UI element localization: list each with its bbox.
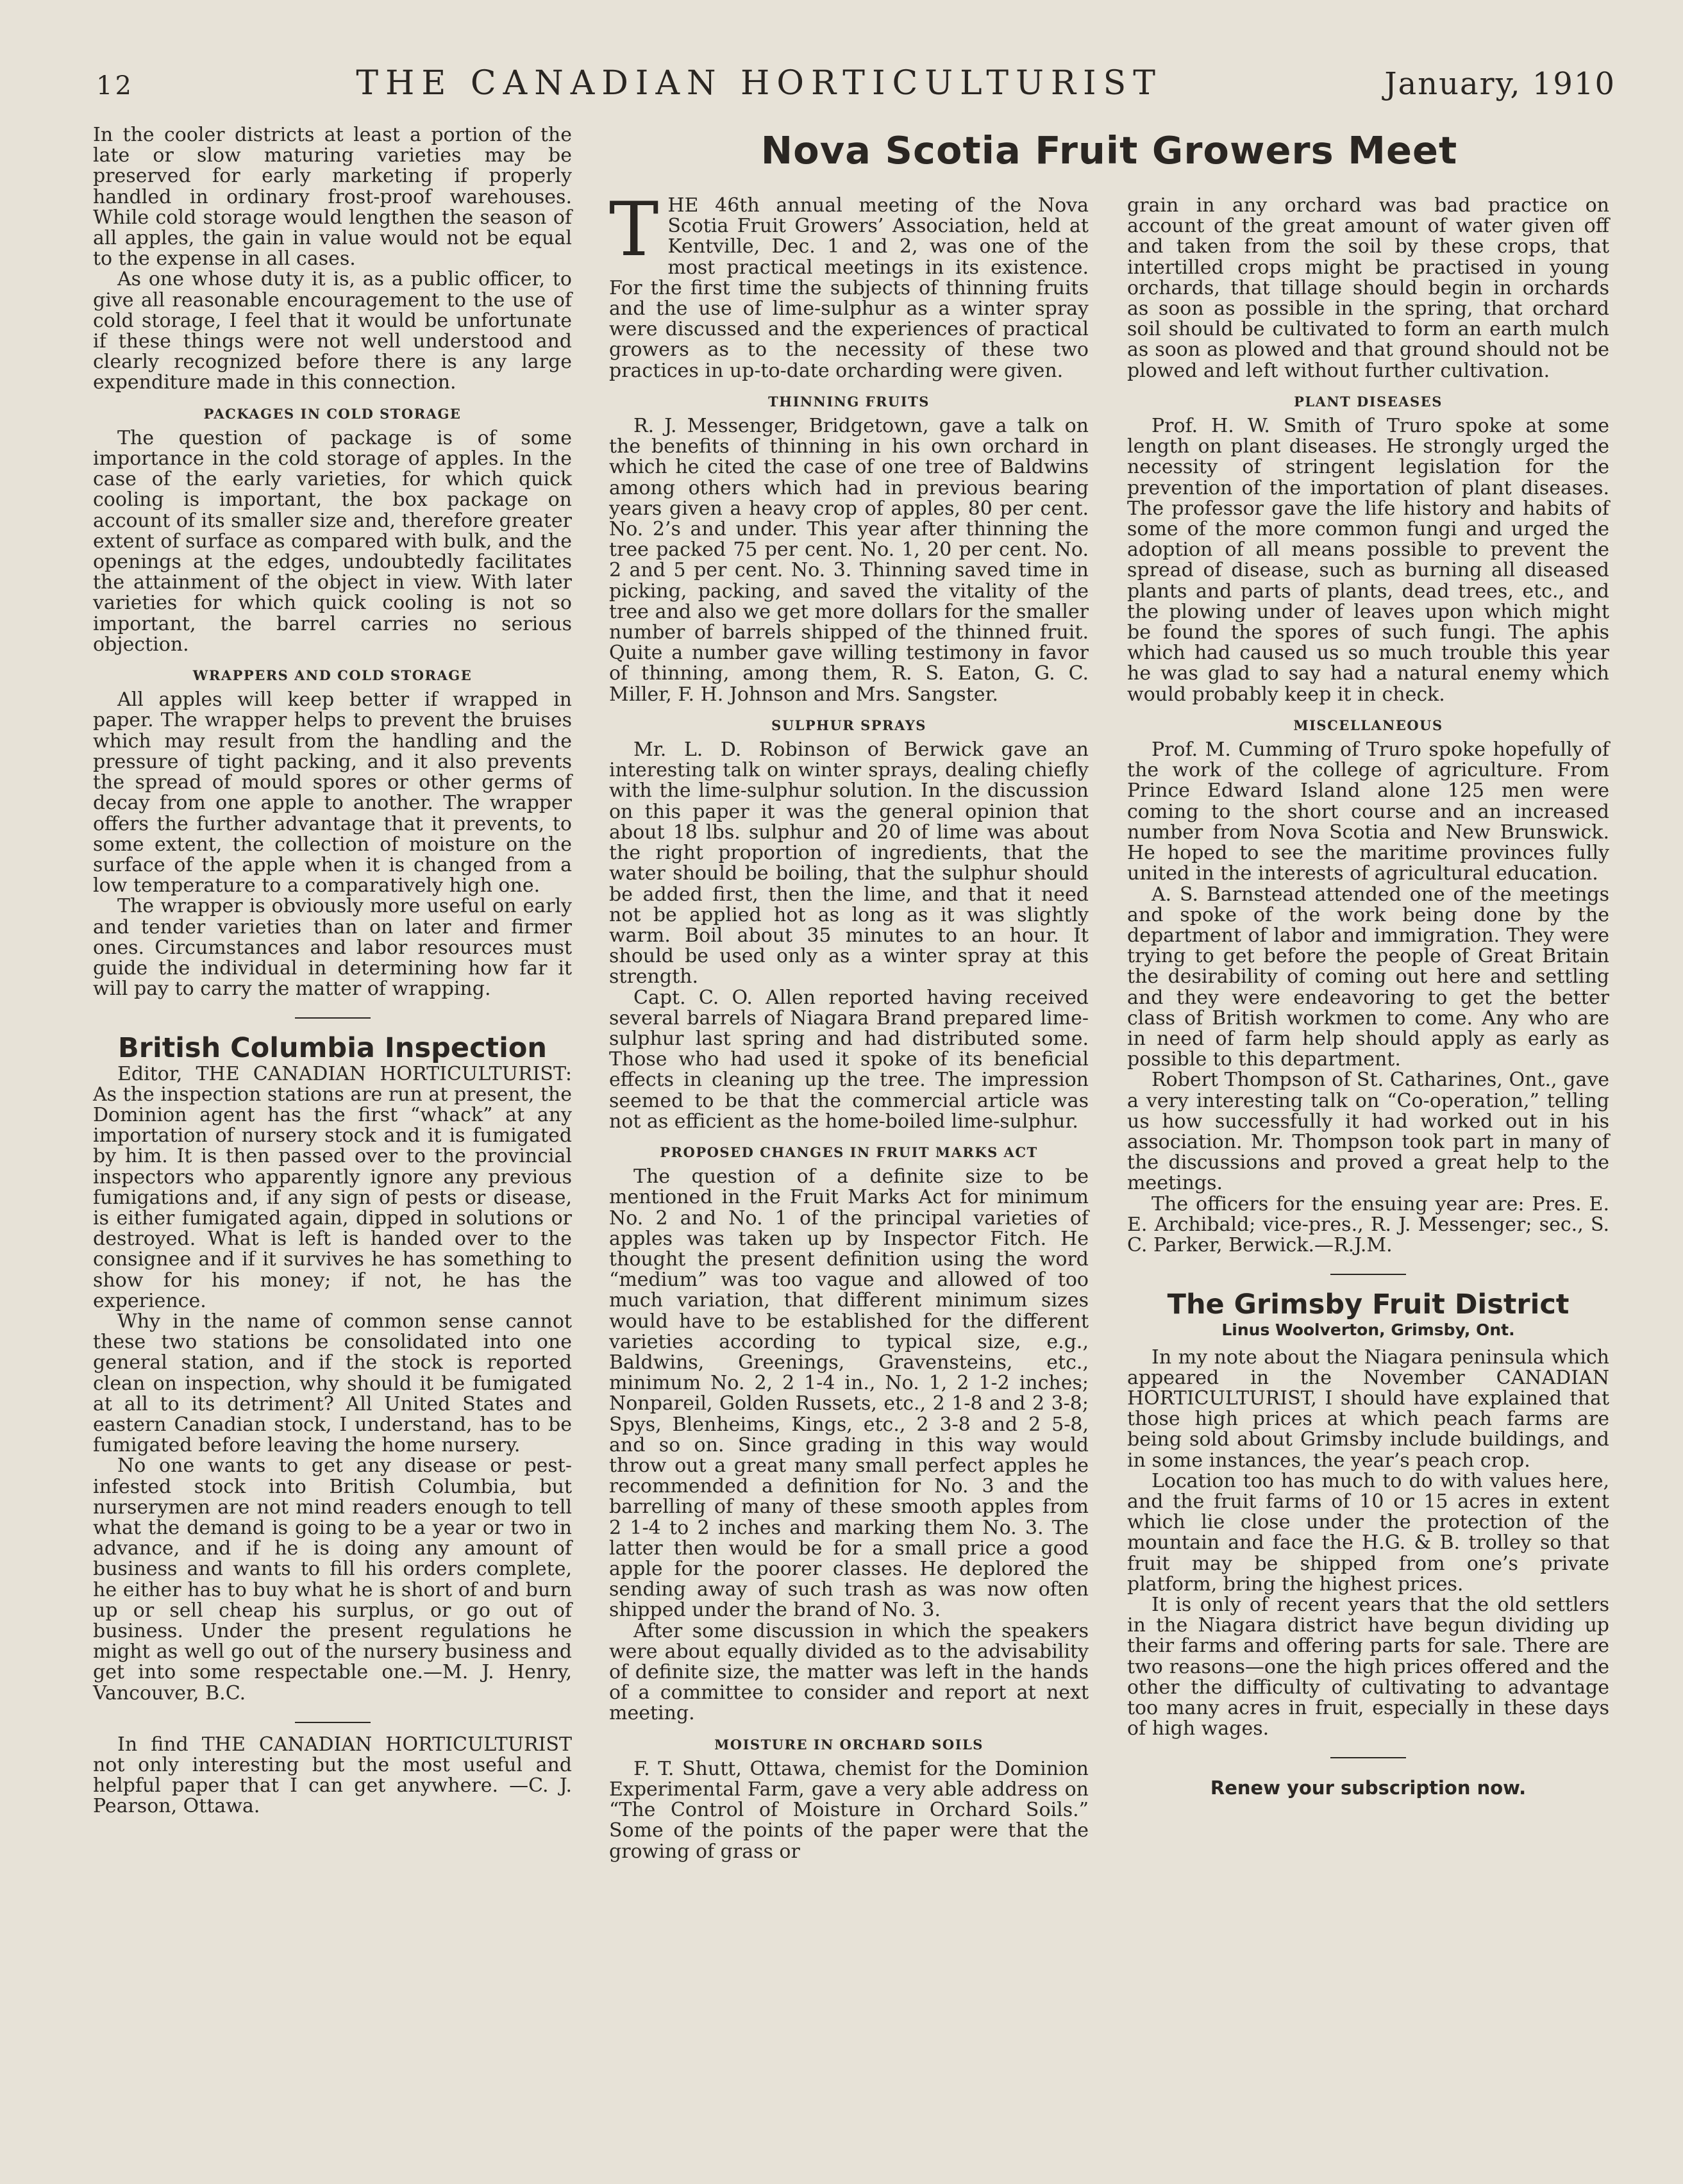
nova-scotia-title: Nova Scotia Fruit Growers Meet bbox=[760, 128, 1458, 172]
page-number: 12 bbox=[96, 71, 134, 101]
section-heading-moisture: MOISTURE IN ORCHARD SOILS bbox=[714, 1736, 984, 1753]
paragraph: Editor, THE CANADIAN HORTICULTURIST: As the inspection stations are run at present, the Dominion agent has the first “whack” at any importation of nursery stock and it is fumigated by him. It is then passed over to the provincial inspectors who apparently ignore any previous fumigations and, if any sign of pests or disease, is either fumigated again, dipped in solutions or destroyed. What is left is handed over to the consignee and if it survives he has something to show for his money; if not, he has the experience. bbox=[93, 1062, 572, 1312]
section-heading-sulphur: SULPHUR SPRAYS bbox=[771, 717, 926, 733]
section-heading-plant-diseases: PLANT DISEASES bbox=[1294, 393, 1443, 410]
paragraph: F. T. Shutt, Ottawa, chemist for the Dominion Experimental Farm, gave a very able address on “The Control of Moisture in Orchard Soils.” Some of the points of the paper were that the growing of grass or bbox=[609, 1757, 1089, 1863]
divider bbox=[295, 1722, 371, 1723]
paragraph: grain in any orchard was bad practice on account of the great amount of water given off and taken from the soil by these crops, that intertilled crops might be practised in young orchards, that tillage should begin in orchards as soon as possible in the spring, that orchard soil should be cultivated to form an earth mulch as soon as plowed and that ground should not be plowed and left without further cultivation. bbox=[1127, 194, 1609, 382]
section-heading-miscellaneous: MISCELLANEOUS bbox=[1293, 717, 1443, 733]
paragraph: The question of a definite size to be mentioned in the Fruit Marks Act for minimum No. 2 and No. 1 of the principal varieties of apples was taken up by Inspector Fitch. He thought the present definition using the word “medium” was too vague and allowed of too much variation, that different minimum sizes would have to be established for the different varieties according to typical size, e.g., Baldwins, Greenings, Gravensteins, etc., minimum No. 2, 2 1-4 in., No. 1, 2 1-2 inches; Nonpareil, Golden Russets, etc., 2 1-8 and 2 3-8; Spys, Blenheims, Kings, etc., 2 3-8 and 2 5-8, and so on. Since grading in this way would throw out a great many small perfect apples he recommended a definition for No. 3 and the barrelling of many of these smooth apples from 2 1-4 to 2 inches and marking them No. 3. The latter then would be for a small price a good apple for the poorer classes. He deplored the sending away of such trash as was now often shipped under the brand of No. 3. bbox=[609, 1165, 1089, 1622]
paragraph: A. S. Barnstead attended one of the meetings and spoke of the work being done by the department of labor and immigration. They were trying to get before the people of Great Britain the desirability of coming out here and settling and they were endeavoring to get the better class of British workmen to come. Any who are in need of farm help should apply as early as possible to this department. bbox=[1127, 883, 1609, 1071]
issue-date: January, 1910 bbox=[1384, 66, 1616, 102]
paragraph: As one whose duty it is, as a public officer, to give all reasonable encouragement to the use of cold storage, I feel that it would be unfortunate if these things were not well understood and clearly recognized before there is any large expenditure made in this connection. bbox=[93, 268, 572, 394]
divider bbox=[1330, 1274, 1406, 1275]
paragraph: No one wants to get any disease or pest-infested stock into British Columbia, but nurserymen are not mind readers enough to tell what the demand is going to be a year or two in advance, and if he is doing any amount of business and wants to fill his orders complete, he either has to buy what he is short of and burn up or sell cheap his surplus, or go out of business. Under the present regulations he might as well go out of the nursery business and get into some respectable one.—M. J. Henry, Vancouver, B.C. bbox=[93, 1455, 572, 1705]
bc-inspection-title: British Columbia Inspection bbox=[117, 1032, 548, 1065]
paragraph: Why in the name of common sense cannot these two stations be consolidated into one general station, and if the stock is reported clean on inspection, why should it be fumigated at all to its detriment? All United States and eastern Canadian stock, I understand, has to be fumigated before leaving the home nursery. bbox=[93, 1310, 572, 1457]
paragraph: In my note about the Niagara peninsula which appeared in the November CANADIAN HORTICULTURIST, I should have explained that those high prices at which peach farms are being sold about Grimsby include buildings, and in some instances, the year’s peach crop. bbox=[1127, 1346, 1609, 1472]
drop-cap: T bbox=[609, 187, 659, 273]
paragraph: Location too has much to do with values here, and the fruit farms of 10 or 15 acres in extent which lie close under the protection of the mountain and face the H.G. & B. trolley so that fruit may be shipped from one’s private platform, bring the highest prices. bbox=[1127, 1469, 1609, 1596]
divider bbox=[1330, 1757, 1406, 1758]
opening-paragraph bbox=[609, 187, 1089, 382]
grimsby-byline: Linus Woolverton, Grimsby, Ont. bbox=[1221, 1321, 1515, 1340]
paragraph: Capt. C. O. Allen reported having received several barrels of Niagara Brand prepared lime-sulphur last spring and had distributed some. Those who had used it spoke of its beneficial effects in cleaning up the tree. The impression seemed to be that the commercial article was not as efficient as the home-boiled lime-sulphur. bbox=[609, 986, 1089, 1133]
paragraph: It is only of recent years that the old settlers in the Niagara district have begun dividing up their farms and offering parts for sale. There are two reasons—one the high prices offered and the other the difficulty of cultivating to advantage too many acres in fruit, especially in these days of high wages. bbox=[1127, 1594, 1609, 1740]
paragraph: The officers for the ensuing year are: Pres. E. E. Archibald; vice-pres., R. J. Messenger; sec., S. C. Parker, Berwick.—R.J.M. bbox=[1127, 1192, 1609, 1256]
left-column bbox=[93, 125, 572, 1817]
paragraph: Mr. L. D. Robinson of Berwick gave an interesting talk on winter sprays, dealing chiefly with the lime-sulphur solution. In the discussion on this paper it was the general opinion that about 18 lbs. sulphur and 20 of lime was about the right proportion of ingredients, that the water should be boiling, that the sulphur should be added first, then the lime, and that it need not be applied hot as long as it was slightly warm. Boil about 35 minutes to an hour. It should be used only as a winter spray at this strength. bbox=[609, 738, 1089, 988]
renew-note: Renew your subscription now. bbox=[1210, 1777, 1527, 1799]
paragraph: Robert Thompson of St. Catharines, Ont., gave a very interesting talk on “Co-operation,” telling us how successfully it had worked out in his association. Mr. Thompson took part in many of the discussions and proved a great help to the meetings. bbox=[1127, 1069, 1609, 1195]
paragraph: The wrapper is obviously more useful on early and tender varieties than on later and firmer ones. Circumstances and labor resources must guide the individual in determining how far it will pay to carry the matter of wrapping. bbox=[93, 895, 572, 1001]
paragraph: All apples will keep better if wrapped in paper. The wrapper helps to prevent the bruises which may result from the handling and the pressure of tight packing, and it also prevents the spread of mould spores or other germs of decay from one apple to another. The wrapper offers the further advantage that it prevents, to some extent, the collection of moisture on the surface of the apple when it is changed from a low temperature to a comparatively high one. bbox=[93, 688, 572, 897]
paragraph: The question of package is of some importance in the cold storage of apples. In the case of the early varieties, for which quick cooling is important, the box package on account of its smaller size and, therefore greater extent of surface as compared with bulk, and the openings at the edges, undoubtedly facilitates the attainment of the object in view. With later varieties for which quick cooling is not so important, the barrel carries no serious objection. bbox=[93, 426, 572, 656]
divider bbox=[295, 1017, 371, 1019]
paragraph: Prof. H. W. Smith of Truro spoke at some length on plant diseases. He strongly urged the necessity of stringent legislation for the prevention of the importation of plant diseases. The professor gave the life history and habits of some of the more common fungi and urged the adoption of all means possible to prevent the spread of disease, such as burning all diseased plants and parts of plants, dead trees, etc., and the plowing under of leaves upon which might be found the spores of such fungi. The aphis which had caused us so much trouble this year he was glad to say had a natural enemy which would probably keep it in check. bbox=[1127, 415, 1609, 706]
grimsby-title: The Grimsby Fruit District bbox=[1167, 1288, 1570, 1321]
section-heading-wrappers: WRAPPERS AND COLD STORAGE bbox=[192, 667, 473, 684]
middle-column bbox=[609, 187, 1089, 1863]
paragraph: After some discussion in which the speakers were about equally divided as to the advisability of definite size, the matter was left in the hands of a committee to consider and report at next meeting. bbox=[609, 1619, 1089, 1725]
running-header bbox=[96, 64, 1616, 115]
pearson-quote: In find THE CANADIAN HORTICULTURIST not only interesting but the most useful and helpful paper that I can get anywhere. —C. J. Pearson, Ottawa. bbox=[93, 1733, 572, 1818]
paragraph: Prof. M. Cumming of Truro spoke hopefully of the work of the college of agriculture. From Prince Edward Island alone 125 men were coming to the short course and an increased number from Nova Scotia and New Brunswick. He hoped to see the maritime provinces fully united in the interests of agricultural education. bbox=[1127, 738, 1609, 885]
section-heading-packages: PACKAGES IN COLD STORAGE bbox=[203, 405, 462, 422]
journal-title: THE CANADIAN HORTICULTURIST bbox=[356, 64, 1162, 103]
section-heading-marks: PROPOSED CHANGES IN FRUIT MARKS ACT bbox=[660, 1144, 1038, 1160]
paragraph: In the cooler districts at least a portion of the late or slow maturing varieties may be preserved for early marketing if properly handled in ordinary frost-proof warehouses. While cold storage would lengthen the season of all apples, the gain in value would not be equal to the expense in all cases. bbox=[93, 124, 572, 271]
paragraph: R. J. Messenger, Bridgetown, gave a talk on the benefits of thinning in his own orchard in which he cited the case of one tree of Baldwins among others which had in previous bearing years given a heavy crop of apples, 80 per cent. No. 2’s and under. This year after thinning the tree packed 75 per cent. No. 1, 20 per cent. No. 2 and 5 per cent. No. 3. Thinning saved time in picking, packing, and saved the vitality of the tree and also we get more dollars for the smaller number of barrels shipped of the thinned fruit. Quite a number gave willing testimony in favor of thinning, among them, R. S. Eaton, G. C. Miller, F. H. Johnson and Mrs. Sangster. bbox=[609, 415, 1089, 706]
right-column bbox=[1127, 196, 1609, 1799]
opening-text: HE 46th annual meeting of the Nova Scotia Fruit Growers’ Association, held at Kentville, Dec. 1 and 2, was one of the most practical meetings in its existence. For the first time the subjects of thinning fruits and the use of lime-sulphur as a winter spray were discussed and the experiences of practical growers as to the necessity of these two practices in up-to-date orcharding were given. bbox=[609, 194, 1089, 382]
section-heading-thinning: THINNING FRUITS bbox=[768, 393, 930, 410]
